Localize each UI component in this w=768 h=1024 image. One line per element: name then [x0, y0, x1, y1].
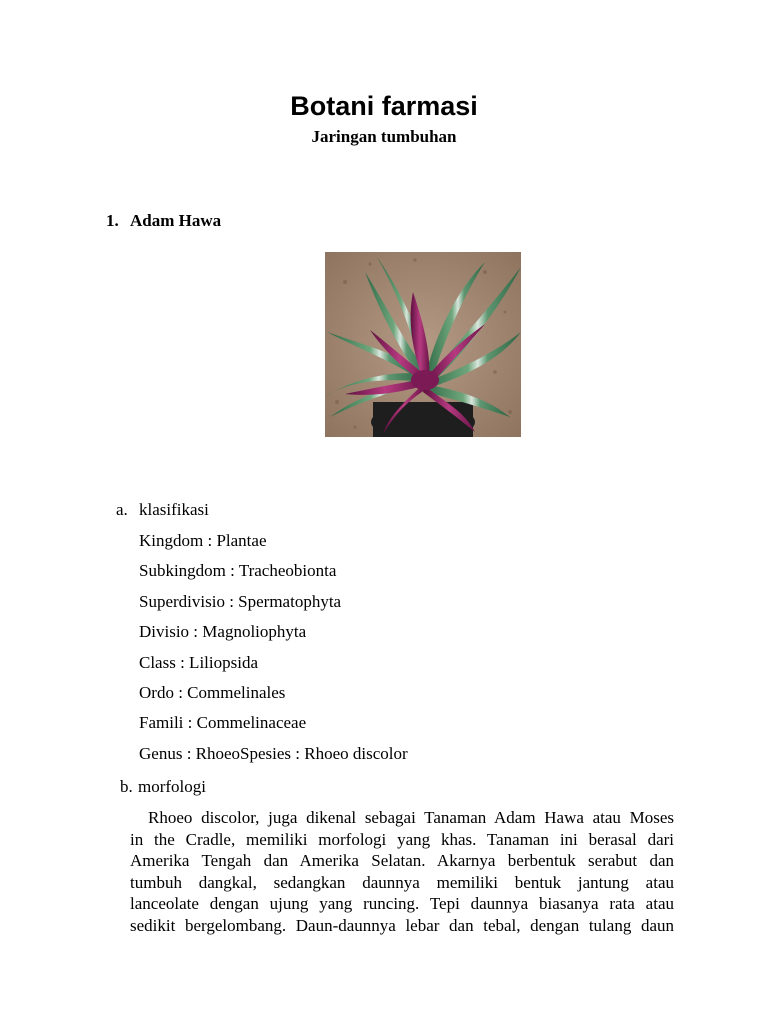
subsection-b-label: morfologi [138, 777, 206, 796]
plant-image [325, 252, 521, 437]
classification-item: Subkingdom : Tracheobionta [139, 561, 337, 581]
paragraph-line: sedikit bergelombang. Daun-daunnya lebar dan tebal, dengan tulang daun [130, 915, 674, 935]
subsection-b-heading [120, 776, 206, 798]
morphology-paragraph [130, 807, 674, 936]
subsection-a-letter: a. [116, 500, 128, 519]
classification-item: Class : Liliopsida [139, 652, 258, 672]
classification-item: Ordo : Commelinales [139, 682, 286, 702]
classification-item: Genus : RhoeoSpesies : Rhoeo discolor [139, 743, 408, 763]
classification-item: Superdivisio : Spermatophyta [139, 591, 342, 611]
page-title: Botani farmasi [290, 91, 478, 121]
subsection-b-letter: b. [120, 777, 133, 796]
subsection-a-label: klasifikasi [139, 500, 209, 519]
section-title: Adam Hawa [130, 211, 222, 230]
classification-item: Famili : Commelinaceae [139, 713, 307, 733]
paragraph-line: Rhoeo discolor, juga dikenal sebagai Tanaman Adam Hawa atau Moses [148, 808, 674, 827]
paragraph-line: tumbuh dangkal, sedangkan daunnya memiliki bentuk jantung atau [130, 872, 674, 892]
classification-item: Divisio : Magnoliophyta [139, 622, 307, 642]
paragraph-line: Amerika Tengah dan Amerika Selatan. Akarnya berbentuk serabut dan [130, 851, 674, 870]
section-heading [106, 210, 221, 232]
page-subtitle: Jaringan tumbuhan [311, 127, 457, 146]
paragraph-line: in the Cradle, memiliki morfologi yang khas. Tanaman ini berasal dari [130, 829, 674, 849]
classification-list [139, 530, 408, 773]
paragraph-line: lanceolate dengan ujung yang runcing. Tepi daunnya biasanya rata atau [130, 894, 674, 913]
plant-photo [325, 252, 521, 437]
subsection-a-heading [116, 499, 209, 521]
section-number: 1. [106, 211, 119, 230]
classification-item: Kingdom : Plantae [139, 531, 267, 550]
